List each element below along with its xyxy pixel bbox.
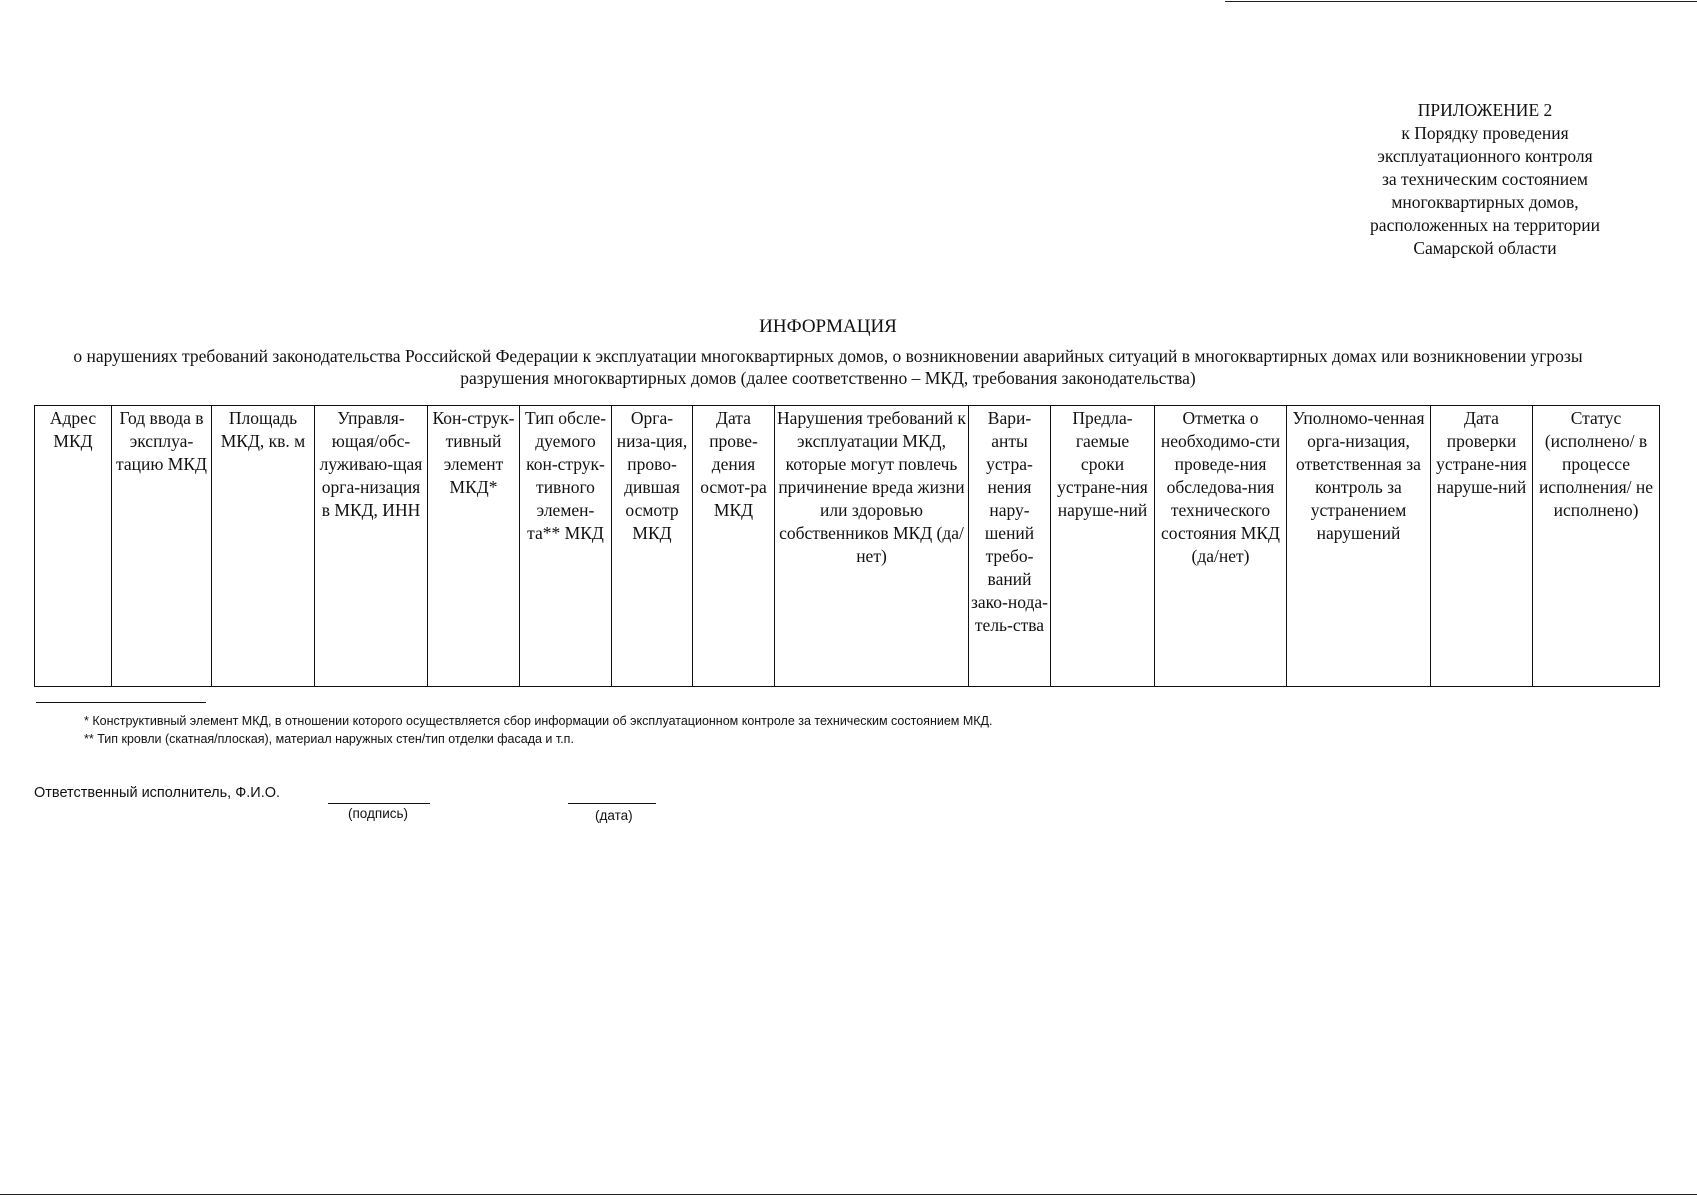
header-structural-element: Кон-струк-тивный элемент МКД*	[428, 406, 520, 687]
header-managing-org: Управля-ющая/обс-луживаю-щая орга-низация в МКД, ИНН	[315, 406, 428, 687]
scan-edge-top	[1225, 1, 1697, 2]
header-survey-needed: Отметка о необходимо-сти проведе-ния обследова-ния технического состояния МКД (да/нет)	[1155, 406, 1287, 687]
appendix-line: многоквартирных домов,	[1391, 192, 1579, 212]
header-element-type: Тип обсле-дуемого кон-струк-тивного элемен-та** МКД	[520, 406, 612, 687]
signature-caption: (подпись)	[348, 806, 409, 821]
document-subtitle: о нарушениях требований законодательства Российской Федерации к эксплуатации многоквартирных домов, о возникновении аварийных ситуаций в многоквартирных домах или возникновении угрозы разрушения многоквартирных домов (далее соответственно – МКД, требования законодательства)	[73, 346, 1583, 388]
appendix-line: эксплуатационного контроля	[1377, 146, 1593, 166]
appendix-block	[1330, 99, 1640, 260]
header-status: Статус (исполнено/ в процессе исполнения/ не исполнено)	[1533, 406, 1660, 687]
document-title: ИНФОРМАЦИЯ	[759, 316, 897, 337]
appendix-line: расположенных на территории	[1370, 215, 1600, 235]
appendix-line: за техническим состоянием	[1382, 169, 1588, 189]
header-violations: Нарушения требований к эксплуатации МКД, которые могут повлечь причинение вреда жизни или здоровью собственников МКД (да/нет)	[775, 406, 969, 687]
header-check-date: Дата проверки устране-ния наруше-ний	[1431, 406, 1533, 687]
appendix-line: Самарской области	[1413, 238, 1557, 258]
footnote-structural-element: * Конструктивный элемент МКД, в отношении которого осуществляется сбор информации об эксплуатационном контроле за техническим состоянием МКД.	[84, 714, 993, 728]
header-remedy-options: Вари-анты устра-нения нару-шений требо-ваний зако-нода-тель-ства	[969, 406, 1051, 687]
header-commission-year: Год ввода в эксплуа-тацию МКД	[112, 406, 212, 687]
info-table	[34, 405, 1660, 687]
table-header-row	[35, 406, 1660, 687]
date-line	[568, 803, 656, 804]
header-inspection-date: Дата прове-дения осмот-ра МКД	[693, 406, 775, 687]
footnote-divider	[36, 702, 206, 703]
scan-edge-bottom	[0, 1194, 1697, 1195]
signature-line	[328, 803, 430, 804]
appendix-line: ПРИЛОЖЕНИЕ 2	[1417, 100, 1553, 120]
responsible-label: Ответственный исполнитель, Ф.И.О.	[34, 785, 281, 801]
header-proposed-deadlines: Предла-гаемые сроки устране-ния наруше-ний	[1051, 406, 1155, 687]
header-inspecting-org: Орга-низа-ция, прово-дившая осмотр МКД	[612, 406, 693, 687]
footnote-element-type: ** Тип кровли (скатная/плоская), материал наружных стен/тип отделки фасада и т.п.	[84, 732, 574, 746]
header-address: Адрес МКД	[35, 406, 112, 687]
header-authorized-org: Уполномо-ченная орга-низация, ответственная за контроль за устранением нарушений	[1287, 406, 1431, 687]
info-table-wrapper	[34, 405, 1660, 687]
header-area: Площадь МКД, кв. м	[212, 406, 315, 687]
appendix-line: к Порядку проведения	[1401, 123, 1569, 143]
date-caption: (дата)	[595, 808, 633, 823]
